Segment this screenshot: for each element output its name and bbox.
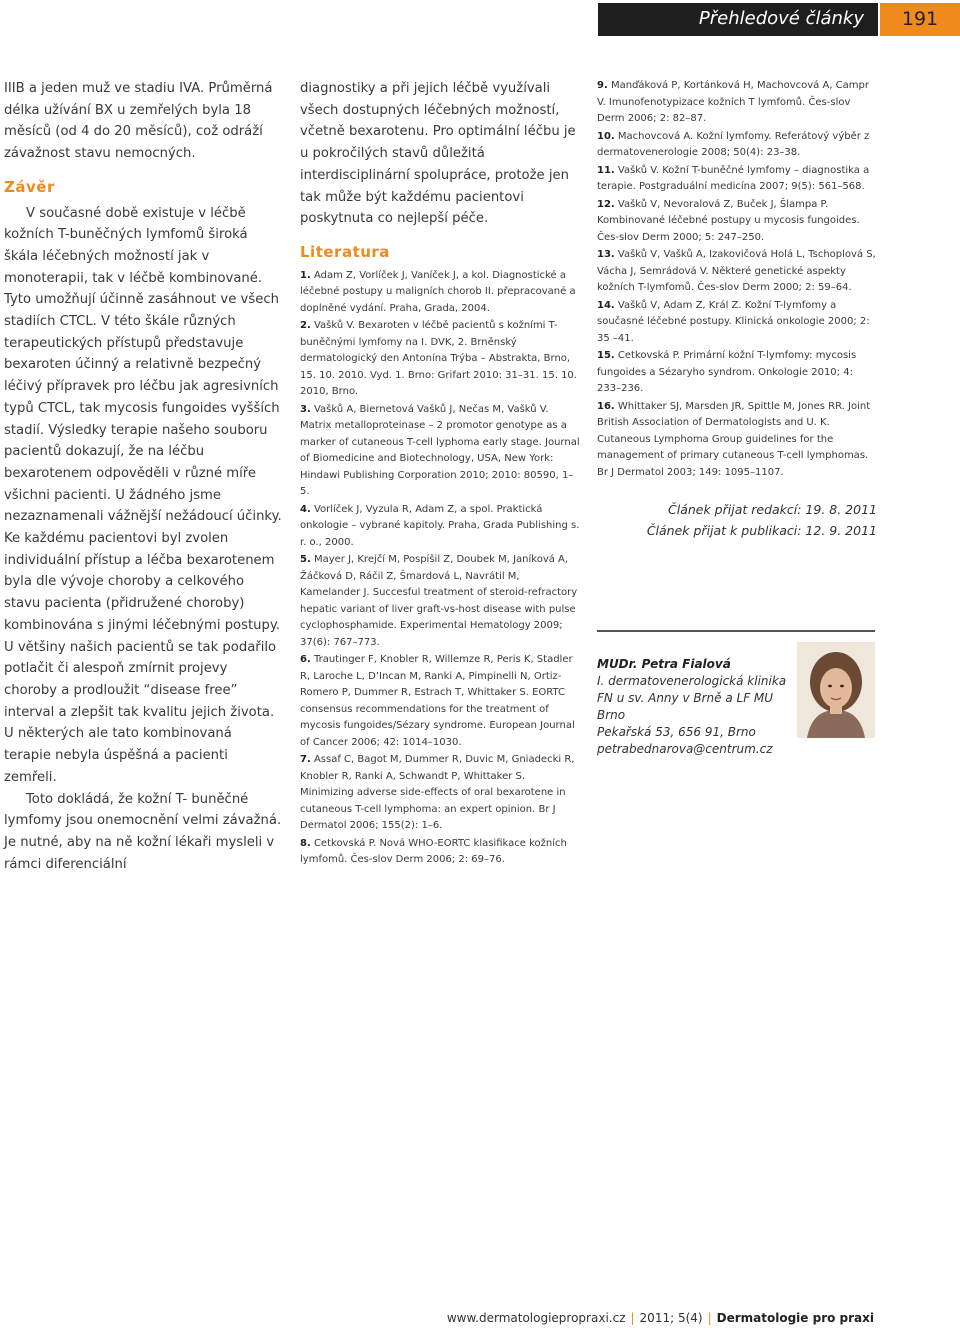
reference-item: 7. Assaf C, Bagot M, Dummer R, Duvic M, Gniadecki R, Knobler R, Ranki A, Schwandt P, Whittaker S. Minimizing adverse side-effects of oral bexarotene in cutaneous T-cell lymphoma: an expert opinion. Br J Dermatol 2006; 155(2): 1–6.	[300, 754, 575, 832]
column-3	[597, 78, 877, 541]
issue-info: 2011; 5(4)	[639, 1311, 703, 1325]
author-divider	[597, 630, 875, 632]
reference-item: 11. Vašků V. Kožní T-buněčné lymfomy – diagnostika a terapie. Postgraduální medicína 2007; 9(5): 561–568.	[597, 164, 870, 192]
reference-item: 6. Trautinger F, Knobler R, Willemze R, Peris K, Stadler R, Laroche L, D’Incan M, Ranki A, Pimpinelli N, Ortiz-Romero P, Dummer R, Estrach T, Whittaker S. EORTC consensus recommendations for the treatment of mycosis fungoides/Sézary syndrome. European Journal of Cancer 2006; 42: 1014–1030.	[300, 654, 575, 748]
date-accepted: Článek přijat k publikaci: 12. 9. 2011	[646, 523, 877, 538]
author-institution: FN u sv. Anny v Brně a LF MU Brno	[597, 691, 774, 722]
reference-list	[300, 268, 580, 869]
reference-item: 1. Adam Z, Vorlíček J, Vaníček J, a kol. Diagnostické a léčebné postupy u maligních chorob II. přepracované a doplněné vydání. Praha, Grada, 2004.	[300, 269, 576, 314]
author-contact	[597, 656, 792, 758]
author-photo	[797, 642, 875, 738]
paragraph-intro: IIIB a jeden muž ve stadiu IVA. Průměrná délka užívání BX u zemřelých byla 18 měsíců (od 4 do 20 měsíců), což odráží závažnost stavu nemocných.	[4, 81, 273, 162]
date-received: Článek přijat redakcí: 19. 8. 2011	[668, 502, 877, 517]
reference-item: 8. Cetkovská P. Nová WHO-EORTC klasifikace kožních lymfomů. Čes-slov Derm 2006; 2: 69–76.	[300, 837, 567, 866]
reference-item: 13. Vašků V, Vašků A, Izakovičová Holá L, Tschoplová S, Vácha J, Semrádová V. Některé genetické aspekty kožních T-lymfomů. Čes-slov Derm 2000; 2: 59–64.	[597, 249, 876, 293]
reference-item: 9. Manďáková P, Kortánková H, Machovcová A, Campr V. Imunofenotypizace kožních T lymfomů. Čes-slov Derm 2006; 2: 82–87.	[597, 80, 869, 124]
footer-separator: |	[630, 1311, 635, 1325]
footer-separator: |	[707, 1311, 712, 1325]
column-1	[4, 78, 282, 875]
website-link[interactable]: www.dermatologiepropraxi.cz	[446, 1311, 626, 1325]
reference-item: 16. Whittaker SJ, Marsden JR, Spittle M, Jones RR. Joint British Association of Dermatologists and U. K. Cutaneous Lymphoma Group guidelines for the management of primary cutaneous T-cell lymphomas. Br J Dermatol 2003; 149: 1095–1107.	[597, 400, 871, 478]
page-footer	[447, 1311, 874, 1325]
author-department: I. dermatovenerologická klinika	[597, 674, 787, 688]
article-dates	[597, 499, 877, 541]
reference-item: 4. Vorlíček J, Vyzula R, Adam Z, a spol. Praktická onkologie – vybrané kapitoly. Praha, Grada Publishing s. r. o., 2000.	[300, 503, 580, 548]
author-address: Pekařská 53, 656 91, Brno	[597, 725, 756, 739]
author-portrait-icon	[797, 642, 875, 738]
paragraph-continued: diagnostiky a při jejich léčbě využívali všech dostupných léčebných možností, včetně bexarotenu. Pro optimální léčbu je u pokročilých stavů důležitá interdisciplinární spolupráce, protože jen tak může být každému pacientovi poskytnuta co nejlepší péče.	[300, 81, 576, 227]
reference-item: 12. Vašků V, Nevoralová Z, Buček J, Šlampa P. Kombinované léčebné postupy u mycosis fungoides. Čes-slov Derm 2000; 5: 247–250.	[597, 198, 860, 243]
page-number: 191	[880, 3, 960, 36]
journal-name: Dermatologie pro praxi	[716, 1311, 874, 1325]
reference-item: 10. Machovcová A. Kožní lymfomy. Referátový výběr z dermatovenerologie 2008; 50(4): 23–38.	[597, 130, 870, 158]
reference-item: 15. Cetkovská P. Primární kožní T-lymfomy: mycosis fungoides a Sézaryho syndrom. Onkologie 2010; 4: 233–236.	[597, 350, 857, 394]
header-bar	[598, 3, 878, 36]
reference-item: 2. Vašků V. Bexaroten v léčbě pacientů s kožními T-buněčnými lymfomy na I. DVK, 2. Brněnský dermatologický den Antonína Trýba – Abstrakta, Brno, 15. 10. 2010. Vyd. 1. Brno: Grifart 2010: 31–31. 15. 10. 2010, Brno.	[300, 320, 577, 398]
column-2	[300, 78, 580, 870]
conclusion-paragraph-2: Toto dokládá, že kožní T- buněčné lymfomy jsou onemocnění velmi závažná. Je nutné, aby na ně kožní lékaři mysleli v rámci diferenciální	[4, 791, 282, 872]
conclusion-paragraph-1: V současné době existuje v léčbě kožních T-buněčných lymfomů široká škála léčebných možností jak v monoterapii, tak v léčbě kombinované. Tyto umožňují účinně zasáhnout ve všech stadiích CTCL. V této škále různých terapeutických přístupů představuje bexaroten účinný a relativně bezpečný léčivý přípravek pro léčbu jak agresivních typů CTCL, tak mycosis fungoides vyšších stadií. Výsledky terapie našeho souboru pacientů dokazují, že na léčbu bexarotenem odpověděli v různé míře všichni pacienti. U žádného jsme nezaznamenali vážnější nežádoucí účinky. Ke každému pacientovi byl zvolen individuální přístup a léčba bexarotenem byla dle vývoje choroby a celkového stavu pacienta (přidružené choroby) kombinována s jinými léčebnými postupy. U většiny našich pacientů se tak podařilo potlačit či alespoň zmírnit projevy choroby a prodloužit “disease free” interval a zlepšit tak kvalitu jejich života. U některých ale tato kombinovaná terapie nebyla úspěšná a pacienti zemřeli.	[4, 205, 282, 785]
references-heading: Literatura	[300, 242, 390, 261]
reference-item: 5. Mayer J, Krejčí M, Pospíšil Z, Doubek M, Janíková A, Žáčková D, Ráčil Z, Šmardová L, Navrátil M, Kamelander J. Succesful treatment of steroid-refractory hepatic variant of liver graft-vs-host disease with pulse cyclophosphamide. Experimental Hematology 2009; 37(6): 767–773.	[300, 554, 578, 648]
reference-item: 14. Vašků V, Adam Z, Král Z. Kožní T-lymfomy a současné léčebné postupy. Klinická onkologie 2000; 2: 35 –41.	[597, 299, 870, 344]
conclusion-heading: Závěr	[4, 177, 55, 196]
author-name: MUDr. Petra Fialová	[597, 657, 731, 671]
section-title: Přehledové články	[698, 8, 864, 29]
author-email[interactable]: petrabednarova@centrum.cz	[597, 742, 773, 756]
reference-item: 3. Vašků A, Biernetová Vašků J, Nečas M, Vašků V. Matrix metalloproteinase – 2 promotor genotype as a marker of cutaneous T-cell lyphoma early stage. Journal of Biomedicine and Biotechnology, USA, New York: Hindawi Publishing Corporation 2010; 2010: 80590, 1–5.	[300, 403, 580, 498]
